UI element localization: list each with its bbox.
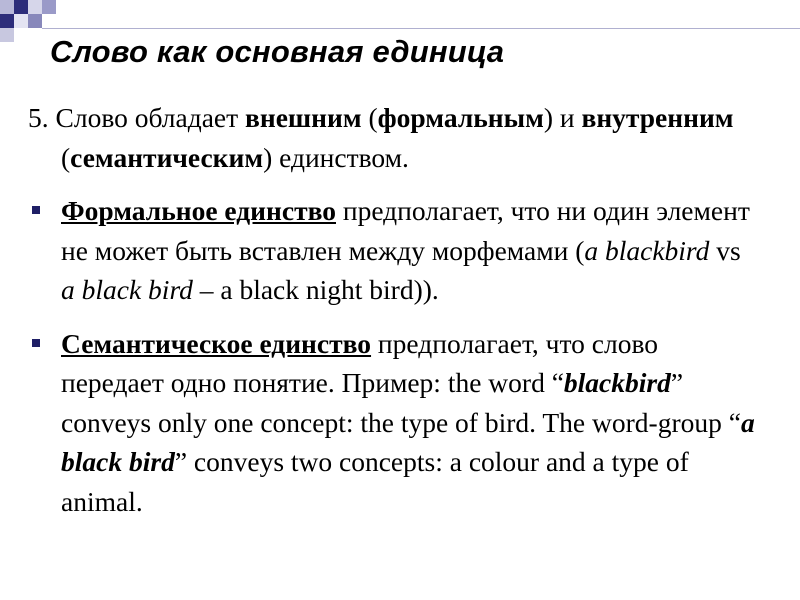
text: ) единством.	[263, 141, 409, 173]
text: (	[61, 141, 71, 173]
slide-title: Слово как основная единица	[50, 34, 505, 69]
deco-square	[28, 0, 42, 14]
bold-italic-text: blackbird	[563, 367, 671, 398]
deco-square	[14, 0, 28, 14]
term-formal-unity: Формальное единство	[61, 195, 336, 226]
header-rule	[42, 28, 800, 29]
point-5	[28, 98, 758, 177]
slide-body	[28, 98, 758, 521]
text: 5. Слово обладает	[28, 102, 246, 133]
square-bullet-icon	[32, 339, 40, 347]
deco-square	[14, 14, 28, 28]
text: – a black night bird)).	[192, 274, 439, 305]
deco-square	[0, 14, 14, 28]
bold-text: семантическим	[70, 141, 264, 173]
text: ) и	[543, 102, 582, 133]
italic-text: a black bird	[61, 274, 193, 305]
text: vs	[709, 234, 741, 266]
bold-text: формальным	[377, 102, 544, 133]
text: ” conveys only one concept: the type of bird. The word-group “	[61, 367, 741, 438]
bold-italic-text: a black bird	[61, 406, 755, 477]
italic-text: a blackbird	[584, 234, 710, 266]
text: (	[361, 102, 378, 133]
term-semantic-unity: Семантическое единство	[61, 327, 372, 359]
bullet-semantic-unity	[28, 324, 758, 522]
bullet-formal-unity	[28, 191, 758, 310]
square-bullet-icon	[32, 206, 40, 214]
deco-square	[42, 0, 56, 14]
bold-text: внешним	[245, 102, 362, 133]
deco-square	[0, 0, 14, 14]
text: предполагает, что ни один элемент не может быть вставлен между морфемами (	[61, 195, 750, 266]
text: предполагает, что слово передает одно понятие. Пример: the word “	[61, 327, 658, 398]
bold-text: внутренним	[581, 102, 734, 133]
deco-square	[0, 28, 14, 42]
text: ” conveys two concepts: a colour and a type of animal.	[61, 446, 689, 517]
deco-square	[28, 14, 42, 28]
